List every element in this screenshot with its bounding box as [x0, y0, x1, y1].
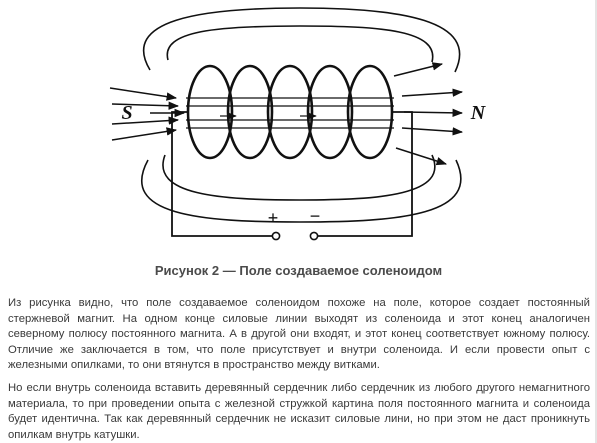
article-paragraph-1: Из рисунка видно, что поле создаваемое соленоидом похоже на поле, которое создает постоянный стержневой магнит. На одном конце силовые линии выходят из соленоида и этот конец аналогичен северному полюсу постоянного магнита. А в другой они входят, и этот конец соответствует южному полюсу. Отличие же заключается в том, что поле присутствует и внутри соленоида. И если провести опыт с железными опилками, то они втянутся в пространство между витками. — [8, 297, 590, 371]
coil-turn-4 — [308, 66, 352, 158]
solenoid-coil — [188, 66, 392, 158]
coil-turn-1 — [188, 66, 232, 158]
terminal-minus-label: − — [309, 206, 321, 226]
coil-turn-5 — [348, 66, 392, 158]
south-pole-label: S — [121, 102, 133, 124]
field-arrows-right — [394, 64, 462, 164]
terminal-plus-label: + — [267, 208, 279, 228]
coil-turn-2 — [228, 66, 272, 158]
terminal-plus — [272, 232, 279, 239]
north-pole-label: N — [470, 102, 486, 124]
inner-field-lines — [186, 98, 394, 128]
terminal-minus — [310, 232, 317, 239]
outer-field-lines — [142, 8, 461, 222]
top-field-loop-inner — [167, 26, 432, 62]
top-field-loop-outer — [144, 8, 460, 72]
coil-turn-3 — [268, 66, 312, 158]
figure-caption: Рисунок 2 — Поле создаваемое соленоидом — [154, 263, 443, 278]
lead-wire-left — [172, 112, 272, 236]
bottom-field-loop-inner — [163, 155, 435, 200]
article-paragraph-2: Но если внутрь соленоида вставить деревянный сердечник либо сердечник из любого другого немагнитного материала, то при проведении опыта с железной стружкой картина поля постоянного магнита и соленоида будет идентична. Так как деревянный сердечник не исказит силовые лини, но при этом не даст проникнуть опилкам внутрь катушки. — [8, 382, 590, 441]
